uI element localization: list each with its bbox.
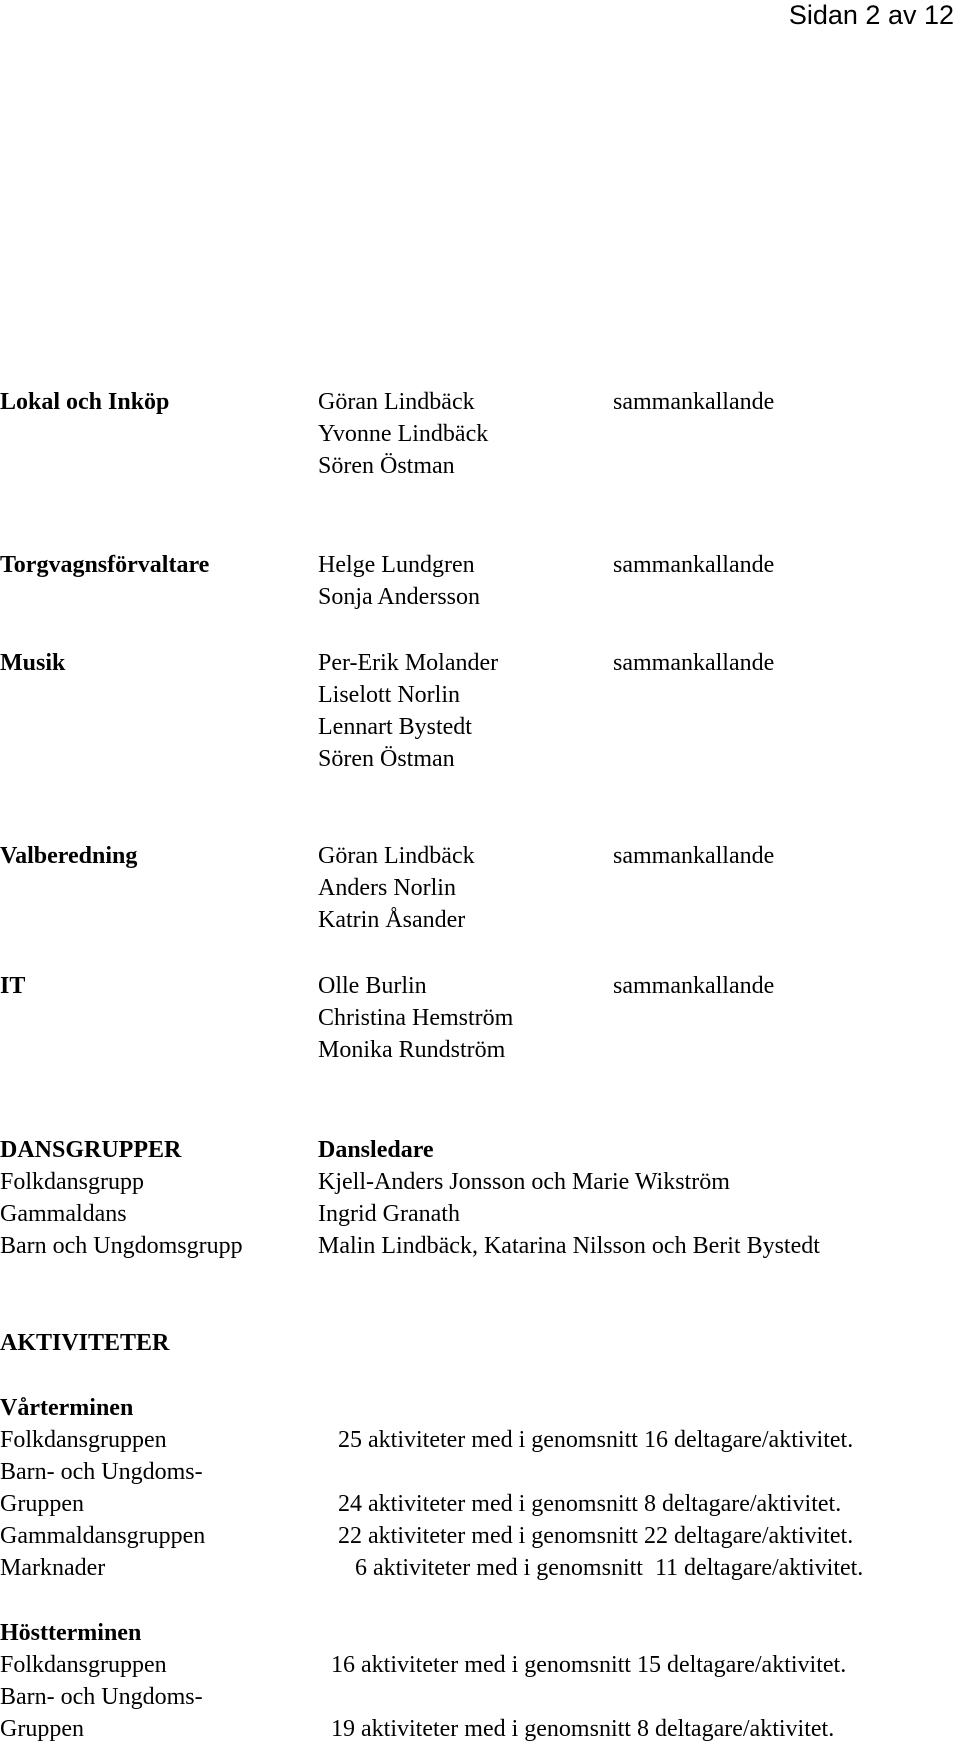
host-heading: Höstterminen [0, 1620, 142, 1646]
activity-summary: 24 aktiviteter med i genomsnitt 8 deltagare/aktivitet. [338, 1491, 842, 1517]
committee-member: Sören Östman [318, 746, 455, 772]
committee-role: sammankallande [613, 650, 775, 676]
activity-summary: 22 aktiviteter med i genomsnitt 22 deltagare/aktivitet. [338, 1523, 854, 1549]
committee-name: IT [0, 973, 26, 999]
aktiviteter-heading: AKTIVITETER [0, 1330, 170, 1356]
activity-summary: 19 aktiviteter med i genomsnitt 8 deltagare/aktivitet. [331, 1716, 835, 1742]
activity-label: Gruppen [0, 1716, 84, 1742]
dance-leaders: Ingrid Granath [318, 1201, 460, 1227]
activity-label: Folkdansgruppen [0, 1652, 167, 1678]
activity-label: Folkdansgruppen [0, 1427, 167, 1453]
activity-label: Marknader [0, 1555, 106, 1581]
committee-member: Sonja Andersson [318, 584, 480, 610]
activity-label: Gruppen [0, 1491, 84, 1517]
page-number: Sidan 2 av 12 [788, 0, 954, 30]
committee-member: Christina Hemström [318, 1005, 514, 1031]
committee-member: Helge Lundgren [318, 552, 475, 578]
activity-label: Barn- och Ungdoms- [0, 1684, 203, 1710]
dance-leaders: Malin Lindbäck, Katarina Nilsson och Berit Bystedt [318, 1233, 820, 1259]
activity-summary: 6 aktiviteter med i genomsnitt 11 deltagare/aktivitet. [355, 1555, 864, 1581]
activity-label: Gammaldansgruppen [0, 1523, 206, 1549]
committee-name: Valberedning [0, 843, 138, 869]
activity-label: Barn- och Ungdoms- [0, 1459, 203, 1485]
committee-member: Sören Östman [318, 453, 455, 479]
dance-group: Barn och Ungdomsgrupp [0, 1233, 243, 1259]
committee-role: sammankallande [613, 552, 775, 578]
dansledare-heading: Dansledare [318, 1137, 434, 1163]
activity-summary: 16 aktiviteter med i genomsnitt 15 deltagare/aktivitet. [331, 1652, 847, 1678]
vart-heading: Vårterminen [0, 1395, 134, 1421]
dansgrupper-heading: DANSGRUPPER [0, 1137, 182, 1163]
committee-member: Per-Erik Molander [318, 650, 499, 676]
committee-member: Katrin Åsander [318, 907, 466, 933]
activity-summary: 25 aktiviteter med i genomsnitt 16 deltagare/aktivitet. [338, 1427, 854, 1453]
committee-member: Lennart Bystedt [318, 714, 472, 740]
dance-group: Gammaldans [0, 1201, 127, 1227]
committee-name: Lokal och Inköp [0, 389, 170, 415]
committee-member: Monika Rundström [318, 1037, 506, 1063]
committee-name: Musik [0, 650, 66, 676]
committee-member: Anders Norlin [318, 875, 456, 901]
dance-leaders: Kjell-Anders Jonsson och Marie Wikström [318, 1169, 730, 1195]
committee-member: Göran Lindbäck [318, 389, 475, 415]
committee-member: Liselott Norlin [318, 682, 460, 708]
dance-group: Folkdansgrupp [0, 1169, 144, 1195]
committee-name: Torgvagnsförvaltare [0, 552, 210, 578]
committee-member: Olle Burlin [318, 973, 427, 999]
committee-role: sammankallande [613, 843, 775, 869]
committee-member: Yvonne Lindbäck [318, 421, 489, 447]
committee-role: sammankallande [613, 389, 775, 415]
committee-role: sammankallande [613, 973, 775, 999]
committee-member: Göran Lindbäck [318, 843, 475, 869]
